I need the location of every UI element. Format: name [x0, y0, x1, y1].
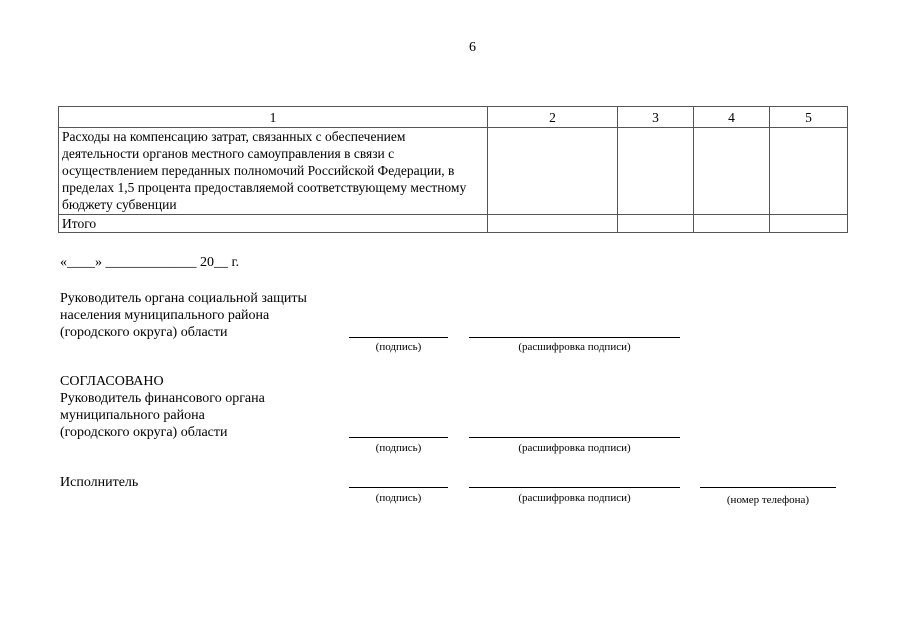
- column-header-1: 1: [59, 107, 488, 128]
- signature-caption: (подпись): [375, 341, 422, 353]
- head-social-line-3: (городского округа) области: [60, 325, 228, 340]
- table-row: [59, 128, 848, 215]
- decoding-line: [469, 337, 680, 338]
- table-row-total: [59, 215, 848, 233]
- table-cell: [618, 215, 694, 233]
- table-cell: [618, 128, 694, 215]
- table-cell: [694, 215, 770, 233]
- signature-line: [349, 437, 448, 438]
- executor-label: Исполнитель: [60, 475, 139, 490]
- table-cell: [770, 215, 848, 233]
- decoding-line: [469, 437, 680, 438]
- decoding-caption: (расшифровка подписи): [518, 341, 631, 353]
- head-social-line-2: населения муниципального района: [60, 308, 270, 323]
- table-cell: [770, 128, 848, 215]
- agreed-line-3: (городского округа) области: [60, 425, 228, 440]
- table-cell: [488, 215, 618, 233]
- head-social-label: [60, 290, 307, 341]
- head-social-line-1: Руководитель органа социальной защиты: [60, 291, 307, 306]
- signature-caption: (подпись): [375, 442, 422, 454]
- report-table: [58, 106, 848, 233]
- decoding-line: [469, 487, 680, 488]
- signature-caption: (подпись): [375, 492, 422, 504]
- agreed-line-2: муниципального района: [60, 408, 205, 423]
- date-line: «____» _____________ 20__ г.: [60, 255, 240, 270]
- agreed-label: [60, 373, 265, 441]
- total-label-cell: Итого: [59, 215, 488, 233]
- decoding-caption: (расшифровка подписи): [518, 442, 631, 454]
- column-header-3: 3: [618, 107, 694, 128]
- expense-label-cell: Расходы на компенсацию затрат, связанных с обеспечением деятельности органов местного самоуправления в связи с осуществлением переданных полномочий Российской Федерации, в пределах 1,5 процента предоставляемой соответствующему местному бюджету субвенции: [59, 128, 488, 215]
- table-cell: [488, 128, 618, 215]
- signature-line: [349, 337, 448, 338]
- phone-line: [700, 487, 836, 488]
- decoding-caption: (расшифровка подписи): [518, 492, 631, 504]
- column-header-2: 2: [488, 107, 618, 128]
- table-header-row: [59, 107, 848, 128]
- column-header-5: 5: [770, 107, 848, 128]
- page-number: 6: [469, 40, 476, 55]
- agreed-title: СОГЛАСОВАНО: [60, 374, 164, 389]
- signature-line: [349, 487, 448, 488]
- column-header-4: 4: [694, 107, 770, 128]
- agreed-line-1: Руководитель финансового органа: [60, 391, 265, 406]
- table-cell: [694, 128, 770, 215]
- phone-caption: (номер телефона): [726, 494, 810, 506]
